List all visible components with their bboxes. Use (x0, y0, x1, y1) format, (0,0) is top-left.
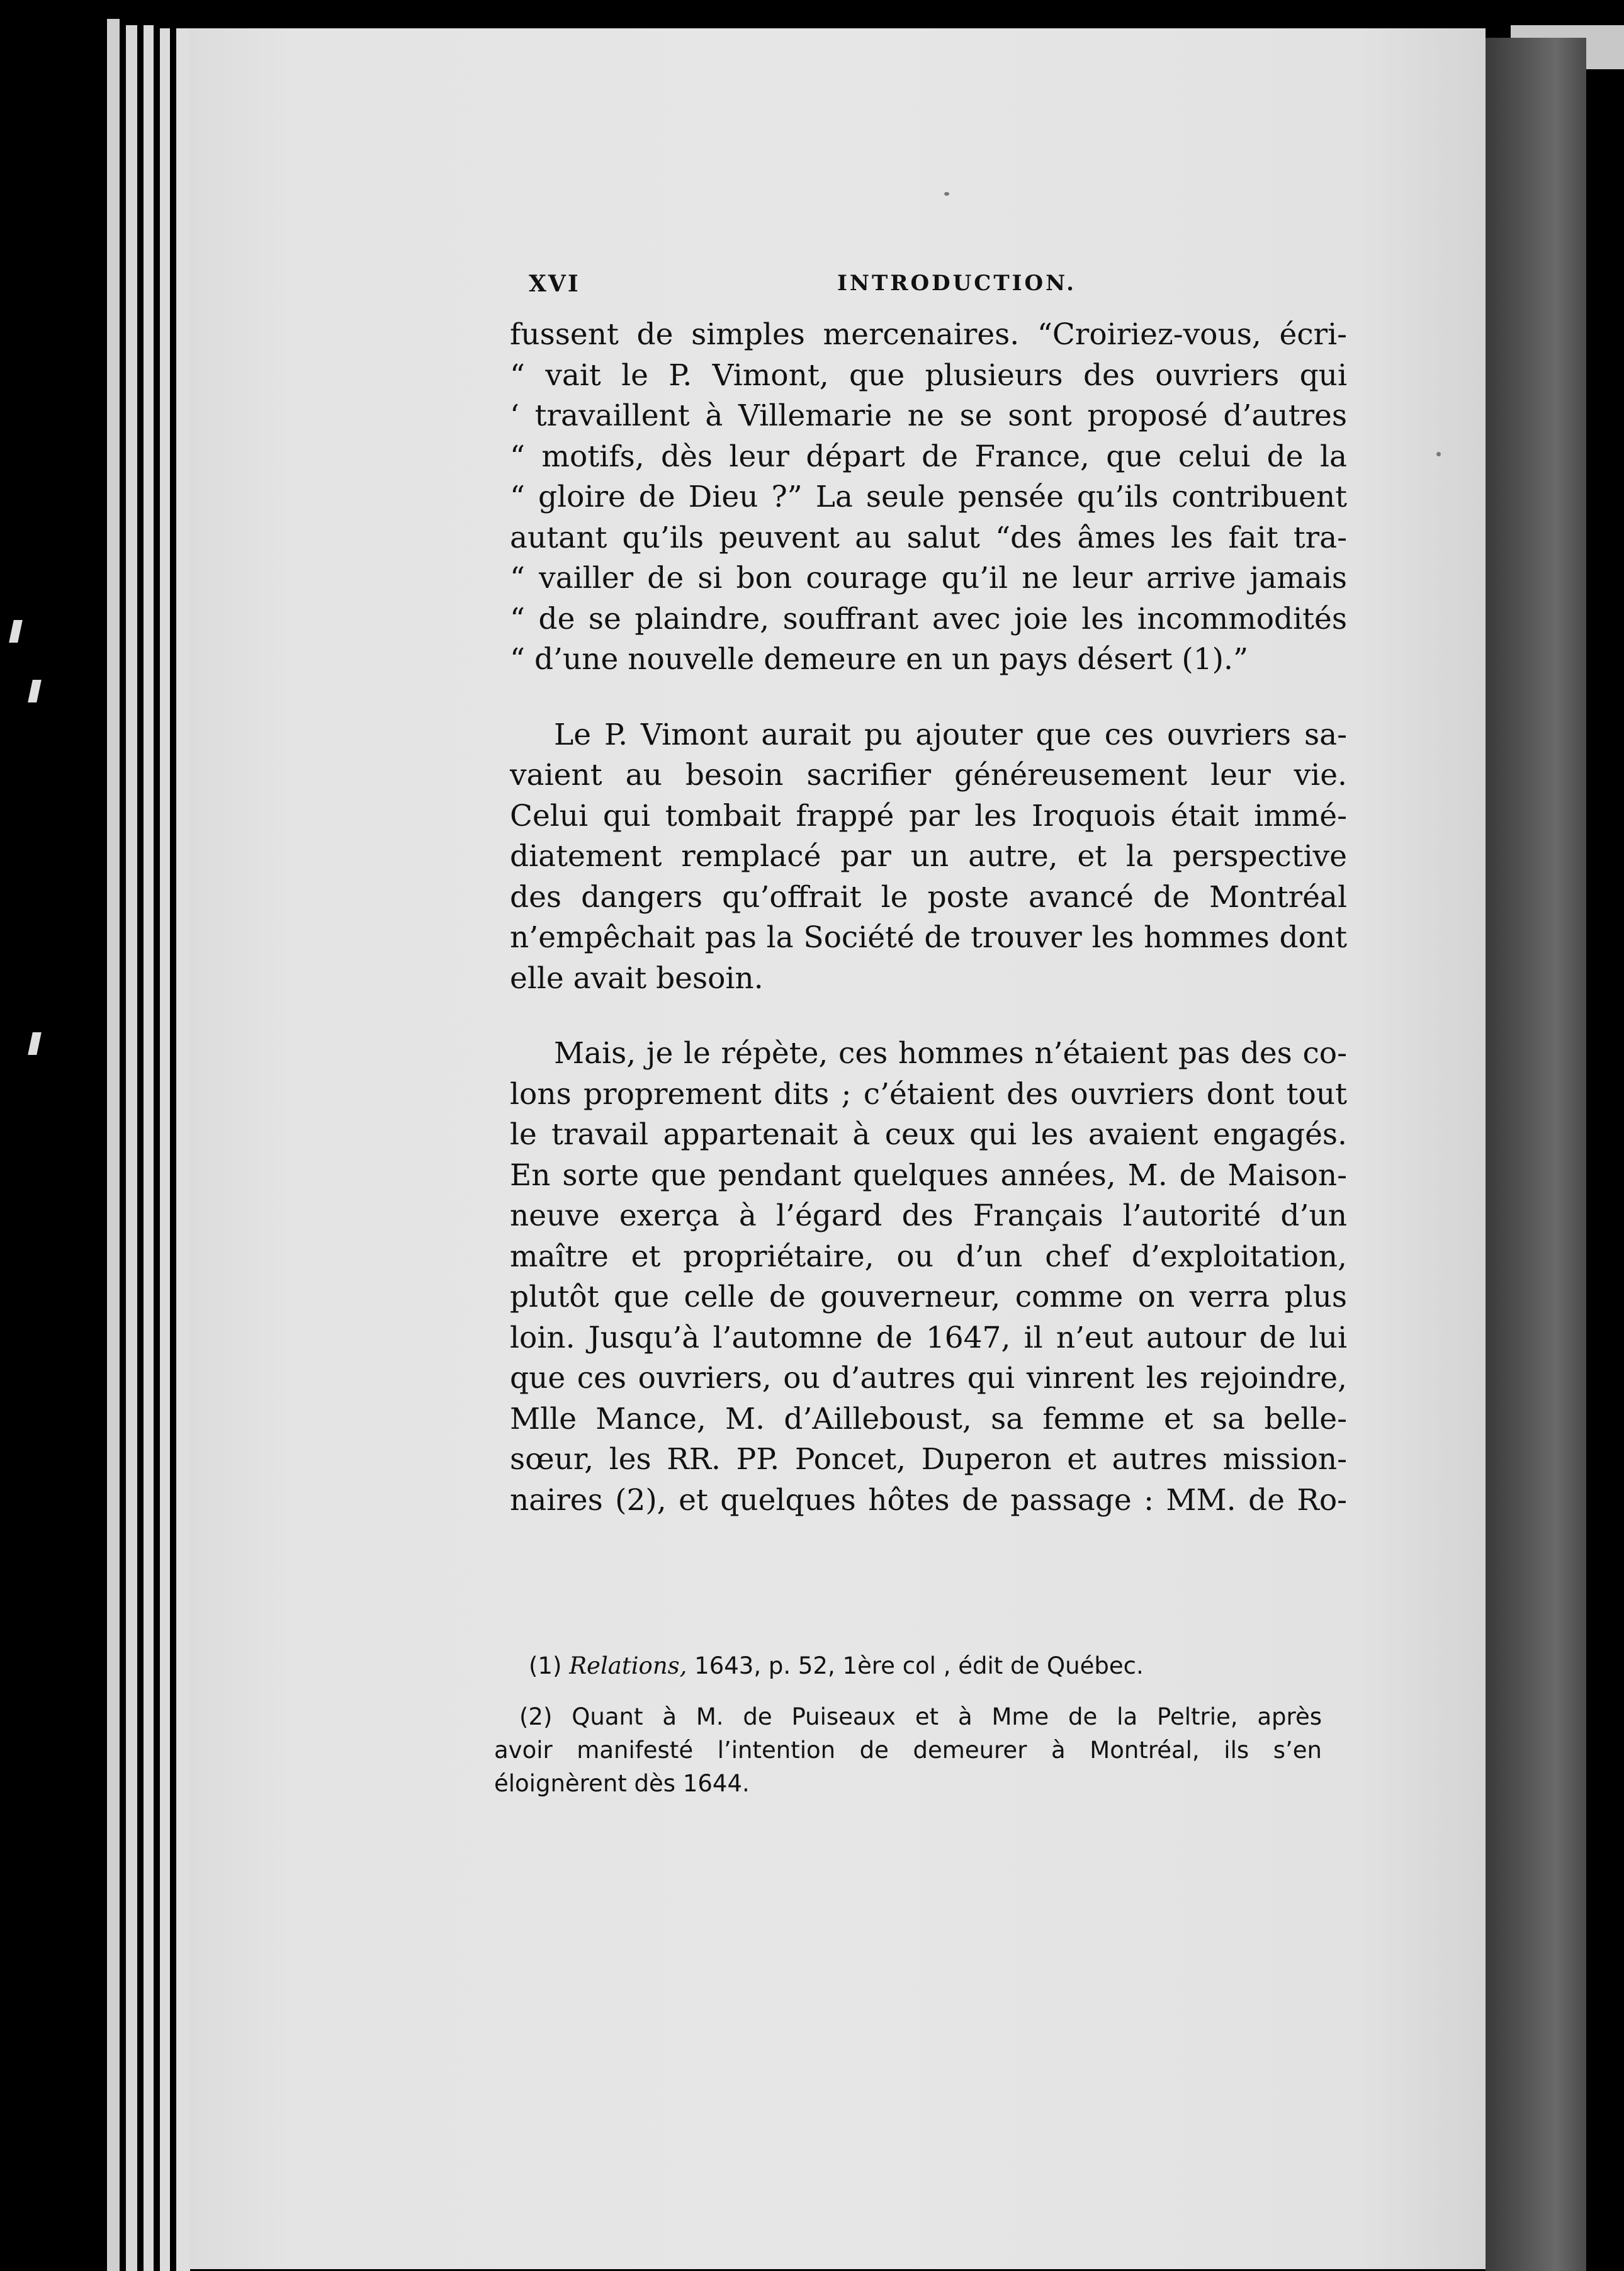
text-line: loin. Jusqu’à l’automne de 1647, il n’eut autour de lui (510, 1320, 1347, 1355)
text-line: ‘ travaillent à Villemarie ne se sont proposé d’autres (510, 398, 1347, 433)
text-line: le travail appartenait à ceux qui les avaient engagés. (510, 1117, 1347, 1152)
margin-mark (28, 680, 42, 702)
footnotes (494, 1649, 1322, 1800)
page-edge (176, 28, 190, 2271)
text-line: que ces ouvriers, ou d’autres qui vinrent les rejoindre, (510, 1361, 1347, 1395)
text-line: des dangers qu’offrait le poste avancé de Montréal (510, 879, 1347, 915)
text-line: Mlle Mance, M. d’Ailleboust, sa femme et sa belle- (510, 1401, 1347, 1436)
text-line: “ de se plaindre, souffrant avec joie les incommodités (510, 601, 1347, 636)
footnote-2 (494, 1700, 1322, 1800)
footnote-line: éloignèrent dès 1644. (494, 1770, 750, 1797)
footnote-line: avoir manifesté l’intention de demeurer à Montréal, ils s’en (494, 1737, 1322, 1764)
text-line: autant qu’ils peuvent au salut “des âmes les fait tra- (510, 520, 1347, 555)
text-line: plutôt que celle de gouverneur, comme on verra plus (510, 1280, 1347, 1314)
dust-speck (1436, 452, 1441, 456)
text-line: fussent de simples mercenaires. “Croiriez-vous, écri- (510, 317, 1347, 352)
text-line: En sorte que pendant quelques années, M. de Maison- (510, 1158, 1347, 1193)
page-edge (144, 25, 154, 2271)
text-line: maître et propriétaire, ou d’un chef d’exploitation, (510, 1239, 1347, 1274)
footnote-1 (494, 1649, 1322, 1682)
page-edge (126, 25, 137, 2271)
text-line: naires (2), et quelques hôtes de passage : MM. de Ro- (510, 1482, 1347, 1518)
text-line: “ d’une nouvelle demeure en un pays désert (1).” (510, 642, 1248, 677)
text-line: lons proprement dits ; c’étaient des ouvriers dont tout (510, 1076, 1347, 1112)
paragraph-1 (510, 315, 1347, 680)
margin-mark (28, 1032, 42, 1055)
page-edge (160, 28, 170, 2271)
text-line: elle avait besoin. (510, 961, 764, 996)
text-line: “ vait le P. Vimont, que plusieurs des ouvriers qui (510, 358, 1347, 393)
text-line: vaient au besoin sacrifier généreusement leur vie. (510, 758, 1347, 792)
text-line: “ vailler de si bon courage qu’il ne leur arrive jamais (510, 561, 1347, 595)
footnote-text: 1643, p. 52, 1ère col , édit de Québec. (694, 1652, 1144, 1679)
paragraph-2 (510, 715, 1347, 1000)
text-line: Le P. Vimont aurait pu ajouter que ces ouvriers sa- (554, 717, 1347, 752)
dust-speck (944, 192, 949, 196)
paragraph-3 (510, 1034, 1347, 1521)
main-text (510, 271, 1347, 1521)
text-line: Mais, je le répète, ces hommes n’étaient pas des co- (554, 1036, 1347, 1071)
margin-mark (9, 620, 23, 643)
text-line: sœur, les RR. PP. Poncet, Duperon et autres mission- (510, 1442, 1347, 1477)
running-head (510, 271, 1347, 315)
text-line: neuve exerça à l’égard des Français l’autorité d’un (510, 1198, 1347, 1233)
footnote-title: Relations, (569, 1652, 687, 1679)
text-line: n’empêchait pas la Société de trouver les hommes dont (510, 920, 1347, 955)
running-title: INTRODUCTION. (837, 271, 1076, 296)
text-line: “ motifs, dès leur départ de France, que celui de la (510, 439, 1347, 474)
page-gutter-shadow (1486, 38, 1586, 2271)
page-number: XVI (529, 271, 580, 297)
text-line: diatement remplacé par un autre, et la perspective (510, 839, 1347, 874)
text-line: Celui qui tombait frappé par les Iroquois était immé- (510, 798, 1347, 833)
footnote-line: (2) Quant à M. de Puiseaux et à Mme de la Peltrie, après (519, 1703, 1322, 1730)
text-line: “ gloire de Dieu ?” La seule pensée qu’ils contribuent (510, 480, 1347, 514)
footnote-marker: (1) (529, 1652, 562, 1679)
page-edge (107, 19, 120, 2271)
